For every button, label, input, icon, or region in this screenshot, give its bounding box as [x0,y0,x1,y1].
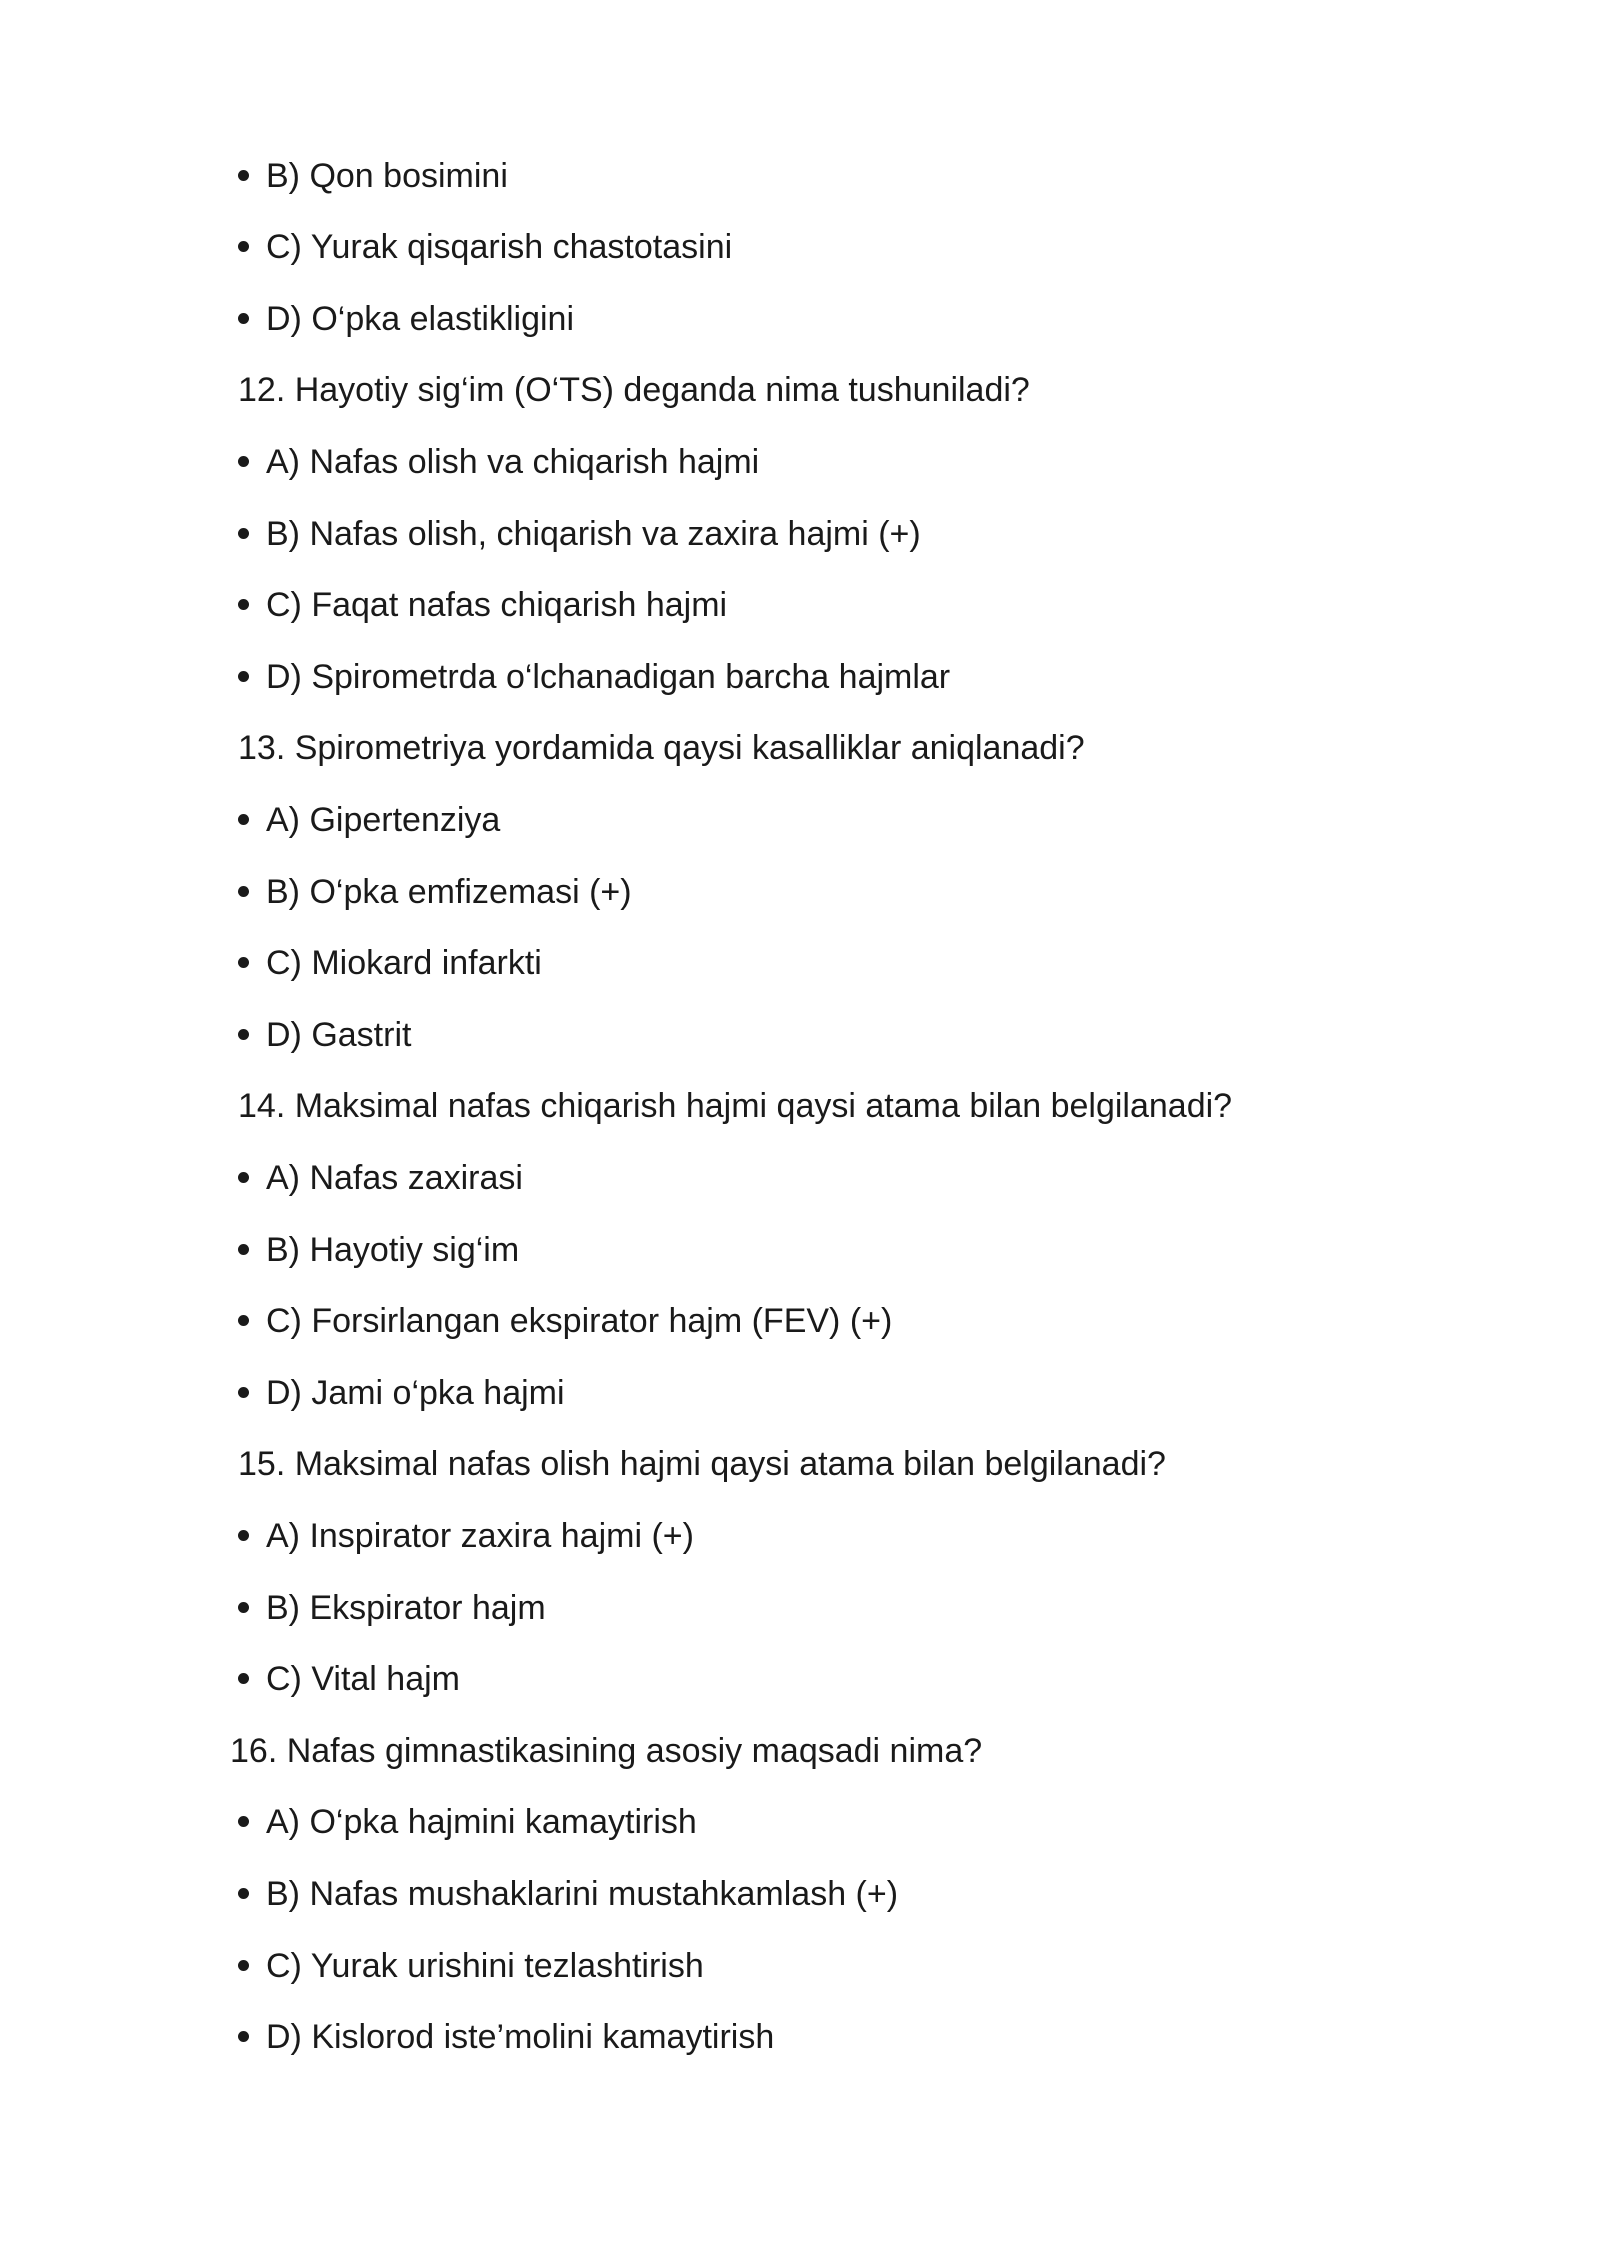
bullet-icon [238,225,266,269]
option-line [238,583,727,627]
bullet-icon [238,655,266,699]
option-text: C) Vital hajm [266,1660,460,1698]
option-text: B) Nafas mushaklarini mustahkamlash (+) [266,1875,899,1913]
bullet-icon [238,154,266,198]
option-text: A) Inspirator zaxira hajmi (+) [266,1517,694,1555]
option-line [238,1944,704,1988]
bullet-icon [238,1228,266,1272]
bullet-icon [238,297,266,341]
option-text: B) Nafas olish, chiqarish va zaxira hajmi (+) [266,515,921,553]
option-line [238,870,632,914]
option-text: D) Kislorod iste’molini kamaytirish [266,2018,775,2056]
option-text: C) Yurak qisqarish chastotasini [266,228,733,266]
bullet-icon [238,583,266,627]
option-text: C) Faqat nafas chiqarish hajmi [266,586,728,624]
option-text: C) Miokard infarkti [266,944,542,982]
bullet-icon [238,870,266,914]
option-line [238,1657,460,1701]
question-heading: 12. Hayotiy sig‘im (O‘TS) deganda nima tushuniladi? [238,371,1030,409]
option-line [238,1228,519,1272]
option-line [238,655,950,699]
option-text: B) Hayotiy sig‘im [266,1231,520,1269]
option-line [238,1800,697,1844]
question-heading: 16. Nafas gimnastikasining asosiy maqsadi nima? [230,1732,983,1770]
bullet-icon [238,1944,266,1988]
option-text: A) Nafas olish va chiqarish hajmi [266,443,760,481]
bullet-icon [238,1013,266,1057]
bullet-icon [238,2015,266,2059]
question-heading: 14. Maksimal nafas chiqarish hajmi qaysi atama bilan belgilanadi? [238,1087,1233,1125]
question-heading: 13. Spirometriya yordamida qaysi kasalliklar aniqlanadi? [238,729,1085,767]
bullet-icon [238,512,266,556]
option-line [238,1371,565,1415]
option-line [238,440,759,484]
bullet-icon [238,1299,266,1343]
option-text: C) Yurak urishini tezlashtirish [266,1947,704,1985]
bullet-icon [238,1657,266,1701]
bullet-icon [238,1872,266,1916]
bullet-icon [238,1586,266,1630]
option-text: C) Forsirlangan ekspirator hajm (FEV) (+) [266,1302,893,1340]
option-text: D) Gastrit [266,1016,412,1054]
option-text: B) Ekspirator hajm [266,1589,546,1627]
bullet-icon [238,1371,266,1415]
option-line [238,798,500,842]
option-line [238,154,508,198]
option-line [238,225,732,269]
option-line [238,1514,694,1558]
option-text: A) Nafas zaxirasi [266,1159,523,1197]
bullet-icon [238,1156,266,1200]
option-text: D) O‘pka elastikligini [266,300,574,338]
option-line [238,2015,774,2059]
option-line [238,1299,892,1343]
bullet-icon [238,941,266,985]
bullet-icon [238,1800,266,1844]
option-line [238,941,542,985]
option-line [238,297,574,341]
option-line [238,1156,523,1200]
option-text: A) O‘pka hajmini kamaytirish [266,1803,697,1841]
option-line [238,1586,546,1630]
option-text: D) Spirometrda o‘lchanadigan barcha hajmlar [266,658,951,696]
question-heading: 15. Maksimal nafas olish hajmi qaysi atama bilan belgilanadi? [238,1445,1166,1483]
bullet-icon [238,1514,266,1558]
option-text: D) Jami o‘pka hajmi [266,1374,565,1412]
option-line [238,1872,898,1916]
option-text: B) O‘pka emfizemasi (+) [266,873,632,911]
bullet-icon [238,440,266,484]
option-text: B) Qon bosimini [266,157,508,195]
option-line [238,512,921,556]
option-text: A) Gipertenziya [266,801,501,839]
option-line [238,1013,411,1057]
bullet-icon [238,798,266,842]
